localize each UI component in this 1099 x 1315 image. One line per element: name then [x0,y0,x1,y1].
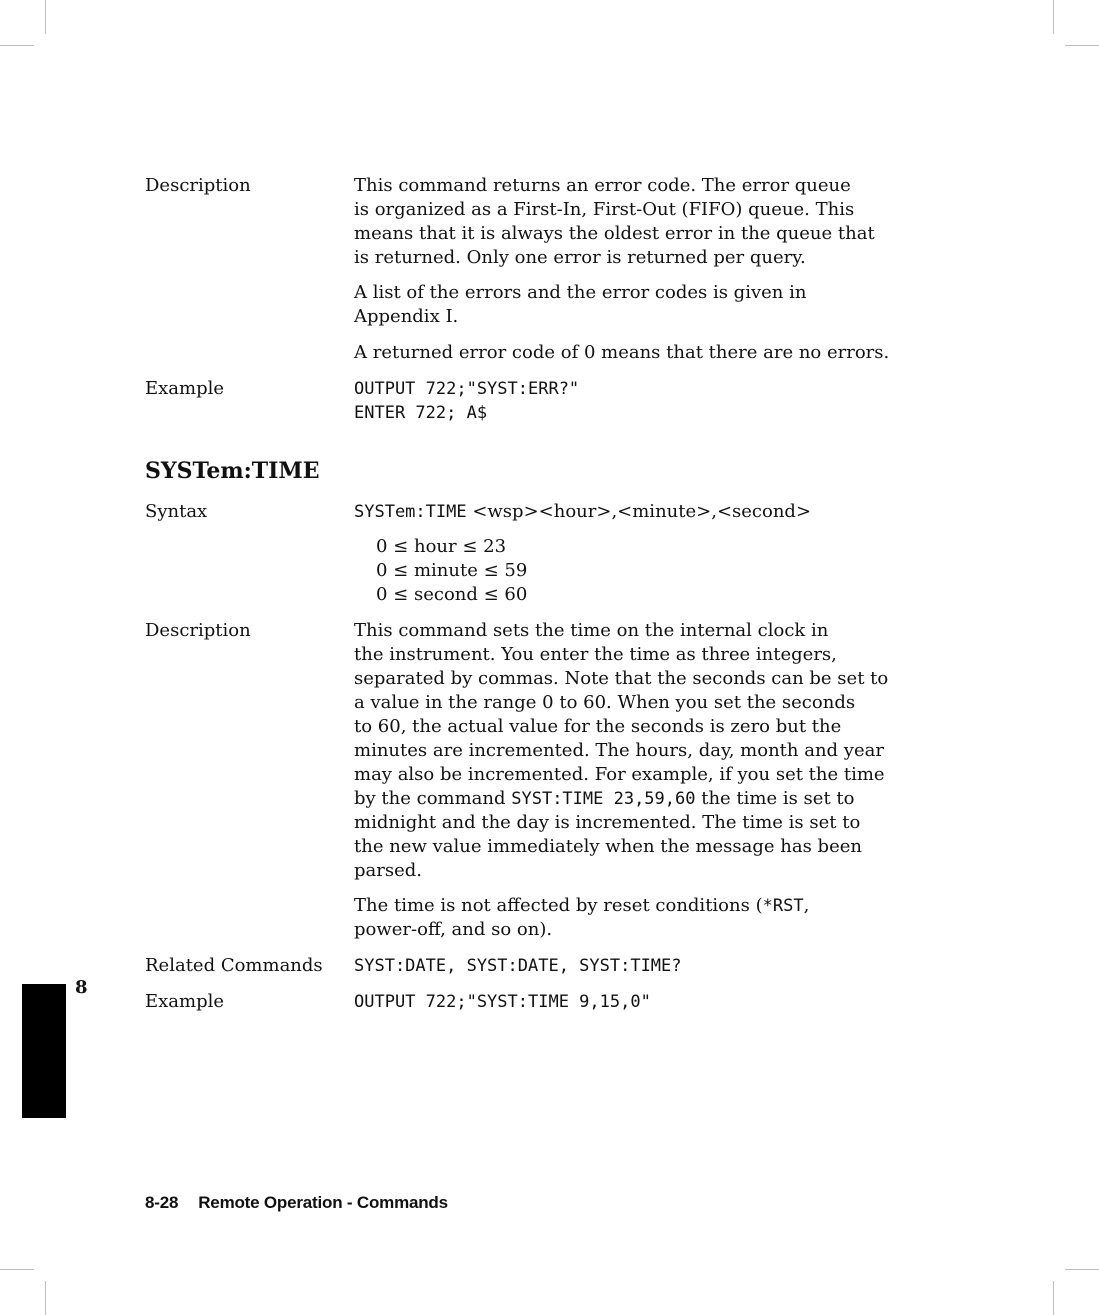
inline-code: *RST [762,896,804,916]
example-code [354,377,914,425]
code-line: ENTER 722; A$ [354,403,488,423]
text-line: minutes are incremented. The hours, day, month and year [354,740,884,761]
text-fragment: The time is not affected by reset conditions ( [354,895,763,916]
text-line: is organized as a First-In, First-Out (FIFO) queue. This [354,199,855,220]
text-line: A list of the errors and the error codes is given in [354,282,807,303]
example-code [354,990,914,1014]
section-heading: SYSTem:TIME [145,458,320,484]
text-line: to 60, the actual value for the seconds is zero but the [354,716,842,737]
inline-code: SYST:TIME 23,59,60 [511,789,696,809]
description-text [354,281,914,329]
range-second: 0 ≤ second ≤ 60 [376,584,528,605]
chapter-tab [22,984,66,1118]
text-line: a value in the range 0 to 60. When you set the seconds [354,692,856,713]
text-line: power-off, and so on). [354,919,553,940]
example-label: Example [145,991,225,1012]
text-fragment: by the command [354,788,512,809]
syntax-command: SYSTem:TIME [354,502,467,522]
code-line: SYST:DATE, SYST:DATE, SYST:TIME? [354,956,682,976]
range-minute: 0 ≤ minute ≤ 59 [376,560,528,581]
description-label: Description [145,620,251,641]
text-line: This command returns an error code. The error queue [354,175,851,196]
description-label: Description [145,175,251,196]
text-fragment: , [803,895,810,916]
text-line [354,894,914,918]
text-fragment: the time is set to [695,788,855,809]
footer-title: Remote Operation - Commands [198,1193,448,1212]
text-line: Appendix I. [354,306,459,327]
text-line: A returned error code of 0 means that there are no errors. [354,342,890,363]
text-line: may also be incremented. For example, if you set the time [354,764,885,785]
text-line [354,787,914,811]
related-commands-label: Related Commands [145,955,323,976]
text-line: This command sets the time on the internal clock in [354,620,829,641]
description-text [354,174,914,270]
syntax-text [354,500,914,524]
code-line: OUTPUT 722;"SYST:TIME 9,15,0" [354,992,651,1012]
text-line: separated by commas. Note that the seconds can be set to [354,668,889,689]
example-label: Example [145,378,225,399]
code-line: OUTPUT 722;"SYST:ERR?" [354,379,580,399]
page-number: 8-28 [145,1193,179,1212]
range-hour: 0 ≤ hour ≤ 23 [376,536,507,557]
description-text [354,341,914,365]
text-line: is returned. Only one error is returned per query. [354,247,806,268]
text-line: the instrument. You enter the time as three integers, [354,644,837,665]
related-commands [354,954,914,978]
text-line: the new value immediately when the message has been [354,836,862,857]
text-line: midnight and the day is incremented. The time is set to [354,812,861,833]
description-text [354,619,914,883]
reset-note [354,894,914,942]
text-line: parsed. [354,860,422,881]
chapter-number: 8 [75,977,88,998]
syntax-arguments: <wsp><hour>,<minute>,<second> [466,501,812,522]
text-line: means that it is always the oldest error in the queue that [354,223,875,244]
page-footer [145,1193,448,1213]
syntax-label: Syntax [145,501,208,522]
